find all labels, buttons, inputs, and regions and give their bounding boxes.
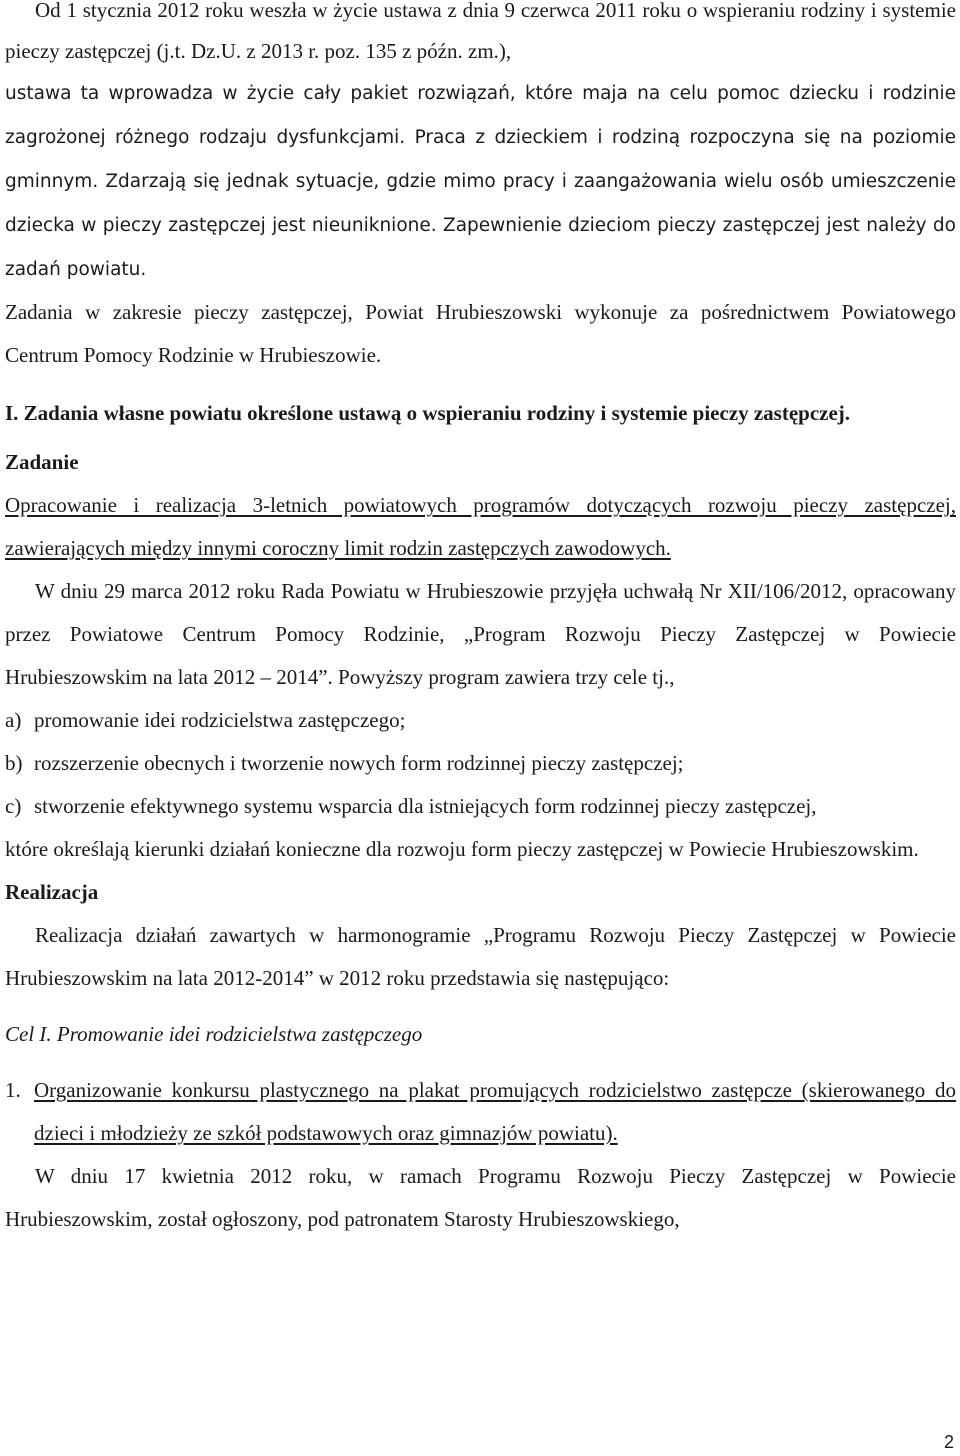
intro-paragraph-3: Zadania w zakresie pieczy zastępczej, Powiat Hrubieszowski wykonuje za pośrednictwem Powiatowego Centrum Pomocy Rodzinie w Hrubieszowie. (5, 300, 956, 367)
section-heading: I. Zadania własne powiatu określone ustawą o wspieraniu rodziny i systemie pieczy zastępczej. (5, 401, 851, 425)
goal-text: stworzenie efektywnego systemu wsparcia dla istniejących form rodzinnej pieczy zastępczej, (34, 794, 817, 818)
zadanie-text: Opracowanie i realizacja 3-letnich powiatowych programów dotyczących rozwoju pieczy zastępczej, zawierających między innymi coroczny limit rodzin zastępczych zawodowych. (5, 493, 956, 560)
intro-paragraph-2: ustawa ta wprowadza w życie cały pakiet rozwiązań, które maja na celu pomoc dziecku i rodzinie zagrożonej różnego rodzaju dysfunkcjami. Praca z dzieckiem i rodziną rozpoczyna się na poziomie gminnym. Zdarzają się jednak sytuacje, gdzie mimo pracy i zaangażowania wielu osób umieszczenie dziecka w pieczy zastępczej jest nieuniknione. Zapewnienie dzieciom pieczy zastępczej jest należy do zadań powiatu. (5, 83, 956, 280)
goal-text: rozszerzenie obecnych i tworzenie nowych form rodzinnej pieczy zastępczej; (34, 751, 684, 775)
last-paragraph: W dniu 17 kwietnia 2012 roku, w ramach Programu Rozwoju Pieczy Zastępczej w Powiecie Hrubieszowskim, został ogłoszony, pod patronatem Starosty Hrubieszowskiego, (5, 1164, 956, 1231)
goal-item (5, 785, 956, 828)
document-page (5, 0, 956, 1241)
realizacja-label: Realizacja (5, 880, 99, 904)
goal-item (5, 699, 956, 742)
realizacja-text: Realizacja działań zawartych w harmonogramie „Programu Rozwoju Pieczy Zastępczej w Powiecie Hrubieszowskim na lata 2012-2014” w 2012 roku przedstawia się następująco: (5, 923, 956, 990)
goal-marker: b) (5, 751, 23, 775)
intro-paragraph-1: Od 1 stycznia 2012 roku weszła w życie ustawa z dnia 9 czerwca 2011 roku o wspieraniu rodziny i systemie pieczy zastępczej (j.t. Dz.U. z 2013 r. poz. 135 z późn. zm.), (5, 0, 956, 63)
page-number: 2 (943, 1432, 954, 1452)
goal-marker: c) (5, 794, 22, 818)
cel-heading: Cel I. Promowanie idei rodzicielstwa zastępczego (5, 1022, 423, 1046)
goals-list (5, 699, 956, 828)
zadanie-label: Zadanie (5, 450, 79, 474)
item-marker: 1. (5, 1078, 21, 1102)
goal-text: promowanie idei rodzicielstwa zastępczego; (34, 708, 406, 732)
numbered-item (5, 1069, 956, 1155)
goal-item (5, 742, 956, 785)
item-text: Organizowanie konkursu plastycznego na plakat promujących rodzicielstwo zastępcze (skierowanego do dzieci i młodzieży ze szkół podstawowych oraz gimnazjów powiatu). (34, 1078, 956, 1145)
goal-marker: a) (5, 708, 22, 732)
goals-summary: które określają kierunki działań konieczne dla rozwoju form pieczy zastępczej w Powiecie Hrubieszowskim. (5, 837, 919, 861)
program-paragraph: W dniu 29 marca 2012 roku Rada Powiatu w Hrubieszowie przyjęła uchwałą Nr XII/106/2012, opracowany przez Powiatowe Centrum Pomocy Rodzinie, „Program Rozwoju Pieczy Zastępczej w Powiecie Hrubieszowskim na lata 2012 – 2014”. Powyższy program zawiera trzy cele tj., (5, 579, 956, 689)
